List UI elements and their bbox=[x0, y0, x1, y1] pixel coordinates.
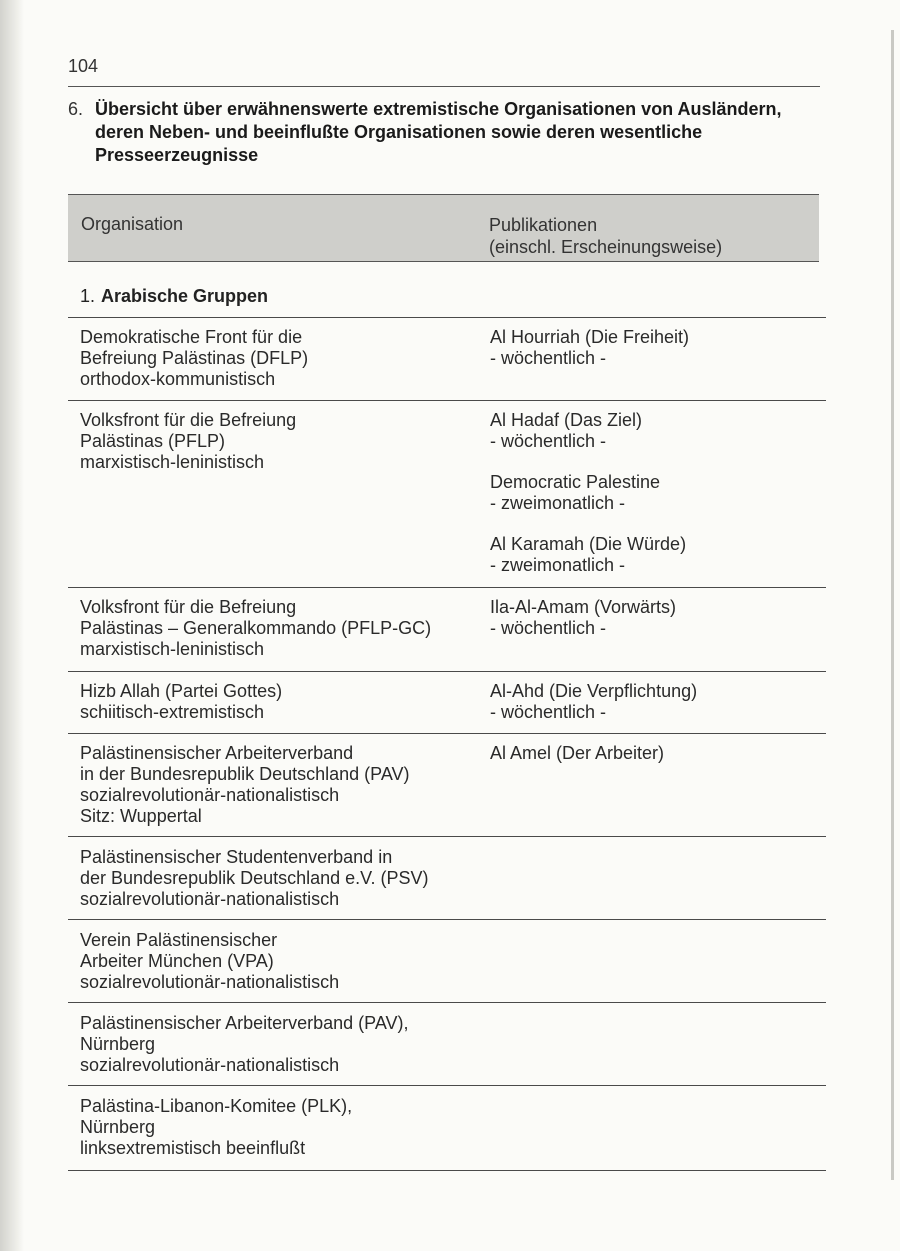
publication-frequency: - zweimonatlich - bbox=[490, 555, 626, 575]
publication-title: Al Karamah (Die Würde) bbox=[490, 534, 687, 554]
group-name: Arabische Gruppen bbox=[101, 286, 269, 306]
org-line: Palästinensischer Arbeiterverband bbox=[80, 743, 354, 763]
row-separator bbox=[68, 733, 826, 734]
org-line: der Bundesrepublik Deutschland e.V. (PSV) bbox=[80, 868, 429, 888]
org-line: Nürnberg bbox=[80, 1117, 156, 1137]
section-heading bbox=[68, 98, 813, 167]
org-line: Volksfront für die Befreiung bbox=[80, 410, 297, 430]
org-line: Verein Palästinensischer bbox=[80, 930, 278, 950]
row-separator bbox=[68, 317, 826, 318]
header-pub-line-2: (einschl. Erscheinungsweise) bbox=[489, 237, 723, 257]
org-line: linksextremistisch beeinflußt bbox=[80, 1138, 306, 1158]
publication-frequency: - wöchentlich - bbox=[490, 431, 607, 451]
org-cell bbox=[80, 597, 431, 660]
publication-title: Al Amel (Der Arbeiter) bbox=[490, 743, 665, 763]
publication bbox=[490, 410, 686, 452]
row-separator bbox=[68, 1170, 826, 1171]
org-line: sozialrevolutionär-nationalistisch bbox=[80, 889, 340, 909]
publication-frequency: - wöchentlich - bbox=[490, 348, 607, 368]
publication-title: Ila-Al-Amam (Vorwärts) bbox=[490, 597, 677, 617]
org-line: Sitz: Wuppertal bbox=[80, 806, 202, 826]
publication-frequency: - zweimonatlich - bbox=[490, 493, 626, 513]
org-line: Befreiung Palästinas (DFLP) bbox=[80, 348, 309, 368]
publication bbox=[490, 681, 697, 723]
org-line: orthodox-kommunistisch bbox=[80, 369, 276, 389]
org-line: Palästinas – Generalkommando (PFLP-GC) bbox=[80, 618, 432, 638]
header-publikationen bbox=[489, 214, 722, 258]
org-line: in der Bundesrepublik Deutschland (PAV) bbox=[80, 764, 410, 784]
row-separator bbox=[68, 836, 826, 837]
section-number: 6. bbox=[68, 99, 84, 119]
org-line: schiitisch-extremistisch bbox=[80, 702, 265, 722]
org-cell bbox=[80, 1096, 352, 1159]
org-line: Hizb Allah (Partei Gottes) bbox=[80, 681, 283, 701]
row-separator bbox=[68, 587, 826, 588]
org-line: sozialrevolutionär-nationalistisch bbox=[80, 785, 340, 805]
group-title bbox=[80, 286, 268, 307]
row-separator bbox=[68, 671, 826, 672]
publication bbox=[490, 597, 676, 639]
page-number: 104 bbox=[68, 56, 99, 76]
row-separator bbox=[68, 1085, 826, 1086]
scan-edge-right bbox=[891, 30, 894, 1180]
org-line: sozialrevolutionär-nationalistisch bbox=[80, 1055, 340, 1075]
org-cell bbox=[80, 681, 282, 723]
scan-edge-left bbox=[0, 0, 24, 1251]
org-line: Nürnberg bbox=[80, 1034, 156, 1054]
org-line: Palästinas (PFLP) bbox=[80, 431, 226, 451]
org-line: Volksfront für die Befreiung bbox=[80, 597, 297, 617]
org-line: Arbeiter München (VPA) bbox=[80, 951, 274, 971]
org-line: Demokratische Front für die bbox=[80, 327, 303, 347]
org-cell bbox=[80, 930, 339, 993]
top-rule bbox=[68, 86, 820, 87]
org-cell bbox=[80, 743, 410, 827]
org-line: marxistisch-leninistisch bbox=[80, 452, 265, 472]
publication-title: Al Hourriah (Die Freiheit) bbox=[490, 327, 690, 347]
org-line: sozialrevolutionär-nationalistisch bbox=[80, 972, 340, 992]
row-separator bbox=[68, 1002, 826, 1003]
publication bbox=[490, 534, 686, 576]
org-cell bbox=[80, 1013, 409, 1076]
section-title: Übersicht über erwähnenswerte extremistische Organisationen von Ausländern, deren Neben- und beeinflußte Organisationen sowie deren wesentliche Presseerzeugnisse bbox=[95, 99, 782, 165]
publication bbox=[490, 743, 664, 764]
row-separator bbox=[68, 400, 826, 401]
pub-cell bbox=[490, 327, 689, 389]
publication-title: Democratic Palestine bbox=[490, 472, 661, 492]
publication-title: Al-Ahd (Die Verpflichtung) bbox=[490, 681, 698, 701]
org-cell bbox=[80, 847, 429, 910]
org-cell bbox=[80, 327, 308, 390]
org-cell bbox=[80, 410, 296, 473]
header-pub-line-1: Publikationen bbox=[489, 215, 598, 235]
publication-frequency: - wöchentlich - bbox=[490, 618, 607, 638]
org-line: Palästinensischer Arbeiterverband (PAV), bbox=[80, 1013, 409, 1033]
row-separator bbox=[68, 919, 826, 920]
header-organisation: Organisation bbox=[81, 214, 184, 234]
pub-cell bbox=[490, 743, 664, 784]
pub-cell bbox=[490, 597, 676, 659]
publication bbox=[490, 472, 686, 514]
org-line: marxistisch-leninistisch bbox=[80, 639, 265, 659]
publication bbox=[490, 327, 689, 369]
publication-title: Al Hadaf (Das Ziel) bbox=[490, 410, 643, 430]
table-header bbox=[68, 194, 819, 262]
pub-cell bbox=[490, 410, 686, 596]
pub-cell bbox=[490, 681, 697, 743]
group-number: 1. bbox=[80, 286, 96, 306]
publication-frequency: - wöchentlich - bbox=[490, 702, 607, 722]
org-line: Palästinensischer Studentenverband in bbox=[80, 847, 393, 867]
org-line: Palästina-Libanon-Komitee (PLK), bbox=[80, 1096, 353, 1116]
